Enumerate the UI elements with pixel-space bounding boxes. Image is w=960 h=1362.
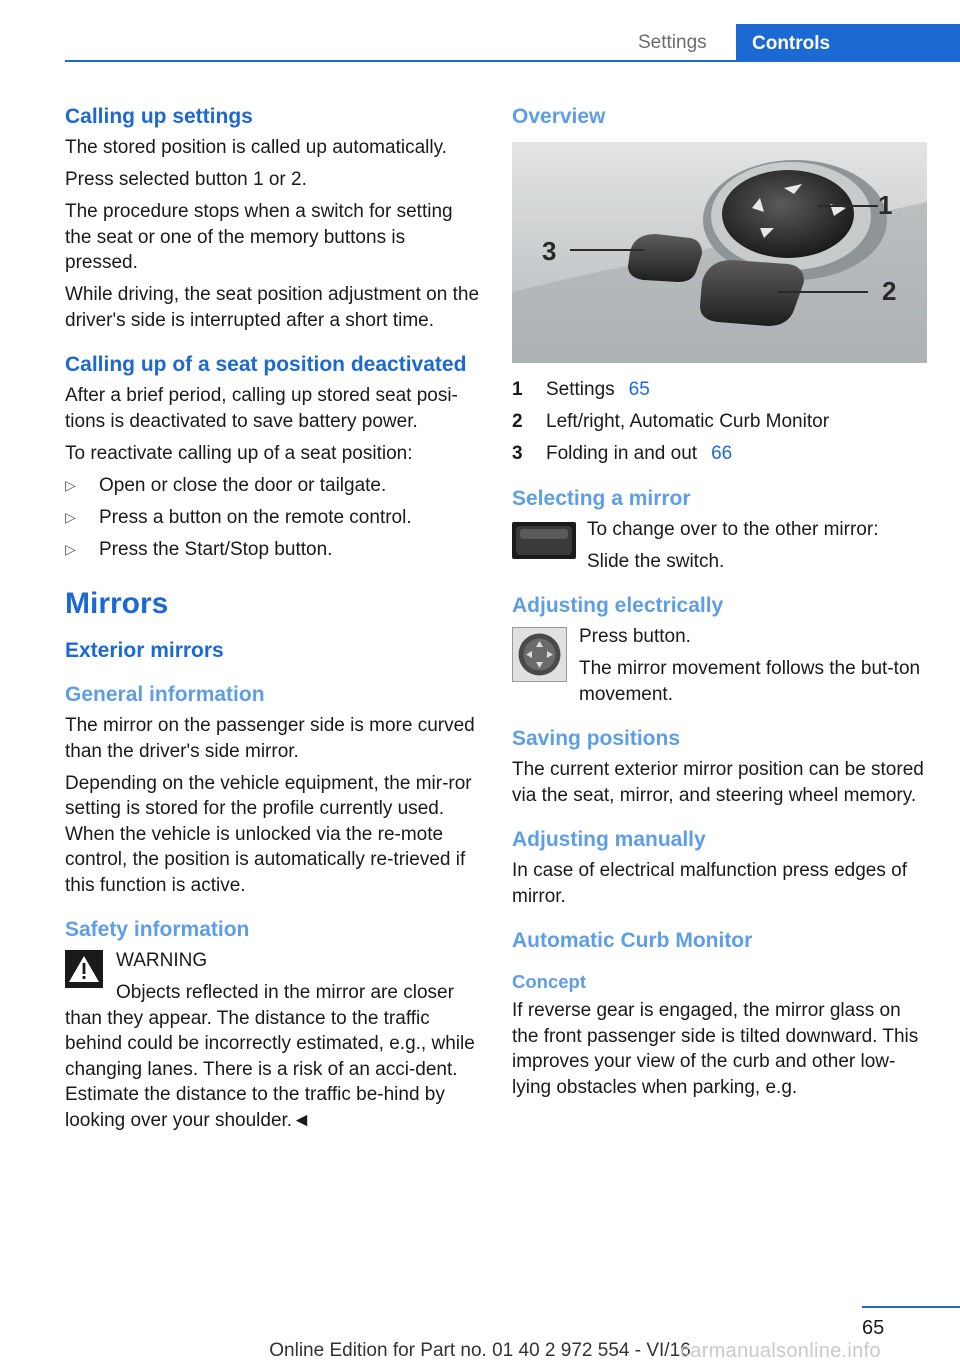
triangle-bullet-icon: ▷ (65, 540, 76, 557)
figure-label-1: 1 (878, 190, 893, 220)
right-column (512, 104, 927, 1107)
mirror-switch-figure (512, 142, 927, 363)
heading-general-information: General information (65, 683, 265, 706)
page-number: 65 (862, 1317, 885, 1339)
triangle-bullet-icon: ▷ (65, 476, 76, 493)
paragraph: If reverse gear is engaged, the mirror glass on the front passenger side is tilted downward. This improves your view of the curb and other low-lying obstacles when parking, e.g. (512, 1000, 919, 1098)
header-rule (65, 60, 960, 62)
header-section-label: Settings (638, 32, 707, 53)
page-reference-link[interactable]: 66 (711, 443, 733, 464)
paragraph: The procedure stops when a switch for setting the seat or one of the memory buttons is pressed. (65, 201, 453, 273)
heading-safety-information: Safety information (65, 918, 250, 941)
mirror-adjust-button-icon (512, 627, 567, 682)
warning-first-line: Objects reflected in the mirror are closer (116, 982, 454, 1003)
paragraph: Depending on the vehicle equipment, the mir‐ror setting is stored for the profile currently used. When the vehicle is unlocked via the re‐mote control, the position is automatically re‐trieved if this function is active. (65, 772, 472, 896)
heading-adjusting-manually: Adjusting manually (512, 828, 706, 851)
edition-line: Online Edition for Part no. 01 40 2 972 554 - VI/16 (269, 1340, 691, 1361)
heading-concept: Concept (512, 971, 586, 992)
paragraph: Press button. (579, 626, 691, 647)
triangle-bullet-icon: ▷ (65, 508, 76, 525)
paragraph: The stored position is called up automatically. (65, 137, 447, 158)
adjusting-electrically-block (512, 624, 927, 707)
heading-exterior-mirrors: Exterior mirrors (65, 639, 224, 662)
paragraph: Slide the switch. (587, 550, 725, 572)
heading-automatic-curb-monitor: Automatic Curb Monitor (512, 929, 753, 952)
warning-text: than they appear. The distance to the traffic behind could be incorrectly estimated, e.g., while changing lanes. There is a risk of an acci‐dent. Estimate the distance to the traffic be‐hind by looking over your shoulder.◄ (65, 1007, 475, 1131)
paragraph: After a brief period, calling up stored seat posi‐tions is deactivated to save battery power. (65, 385, 458, 432)
warning-label: WARNING (116, 950, 208, 971)
paragraph: To reactivate calling up of a seat position: (65, 442, 413, 464)
paragraph: Press selected button 1 or 2. (65, 169, 307, 190)
legend-item: 3 Folding in and out 66 (512, 441, 927, 467)
paragraph: The mirror on the passenger side is more curved than the driver's side mirror. (65, 715, 475, 762)
page-reference-link[interactable]: 65 (628, 379, 650, 400)
legend-item: 1 Settings 65 (512, 377, 927, 403)
heading-calling-up-settings: Calling up settings (65, 105, 253, 128)
paragraph: In case of electrical malfunction press edges of mirror. (512, 860, 907, 907)
figure-legend (512, 377, 927, 467)
paragraph: The current exterior mirror position can be stored via the seat, mirror, and steering wheel memory. (512, 759, 924, 806)
figure-label-3: 3 (542, 236, 557, 266)
header-chapter-tab: Controls (736, 24, 960, 61)
heading-mirrors: Mirrors (65, 587, 169, 620)
list-item: ▷ Press a button on the remote control. (65, 505, 480, 531)
selecting-mirror-block (512, 517, 927, 575)
list-item: ▷ Open or close the door or tailgate. (65, 473, 480, 499)
heading-saving-positions: Saving positions (512, 727, 681, 750)
watermark: carmanualsonline.info (680, 1340, 881, 1362)
bullet-list (65, 473, 480, 563)
warning-triangle-icon (65, 950, 103, 988)
heading-overview: Overview (512, 105, 606, 128)
footer-rule (862, 1306, 960, 1308)
heading-seat-position-deactivated: Calling up of a seat position deactivated (65, 353, 467, 376)
legend-item: 2 Left/right, Automatic Curb Monitor (512, 411, 830, 432)
heading-adjusting-electrically: Adjusting electrically (512, 594, 724, 617)
mirror-switch-icon (512, 522, 576, 559)
heading-selecting-mirror: Selecting a mirror (512, 486, 691, 510)
paragraph: The mirror movement follows the but‐ton movement. (579, 658, 921, 705)
paragraph: While driving, the seat position adjustment on the driver's side is interrupted after a short time. (65, 284, 480, 331)
figure-label-2: 2 (882, 276, 897, 306)
list-item: ▷ Press the Start/Stop button. (65, 537, 480, 563)
paragraph: To change over to the other mirror: (587, 518, 879, 540)
left-column (65, 104, 480, 1140)
warning-block (65, 948, 480, 1133)
